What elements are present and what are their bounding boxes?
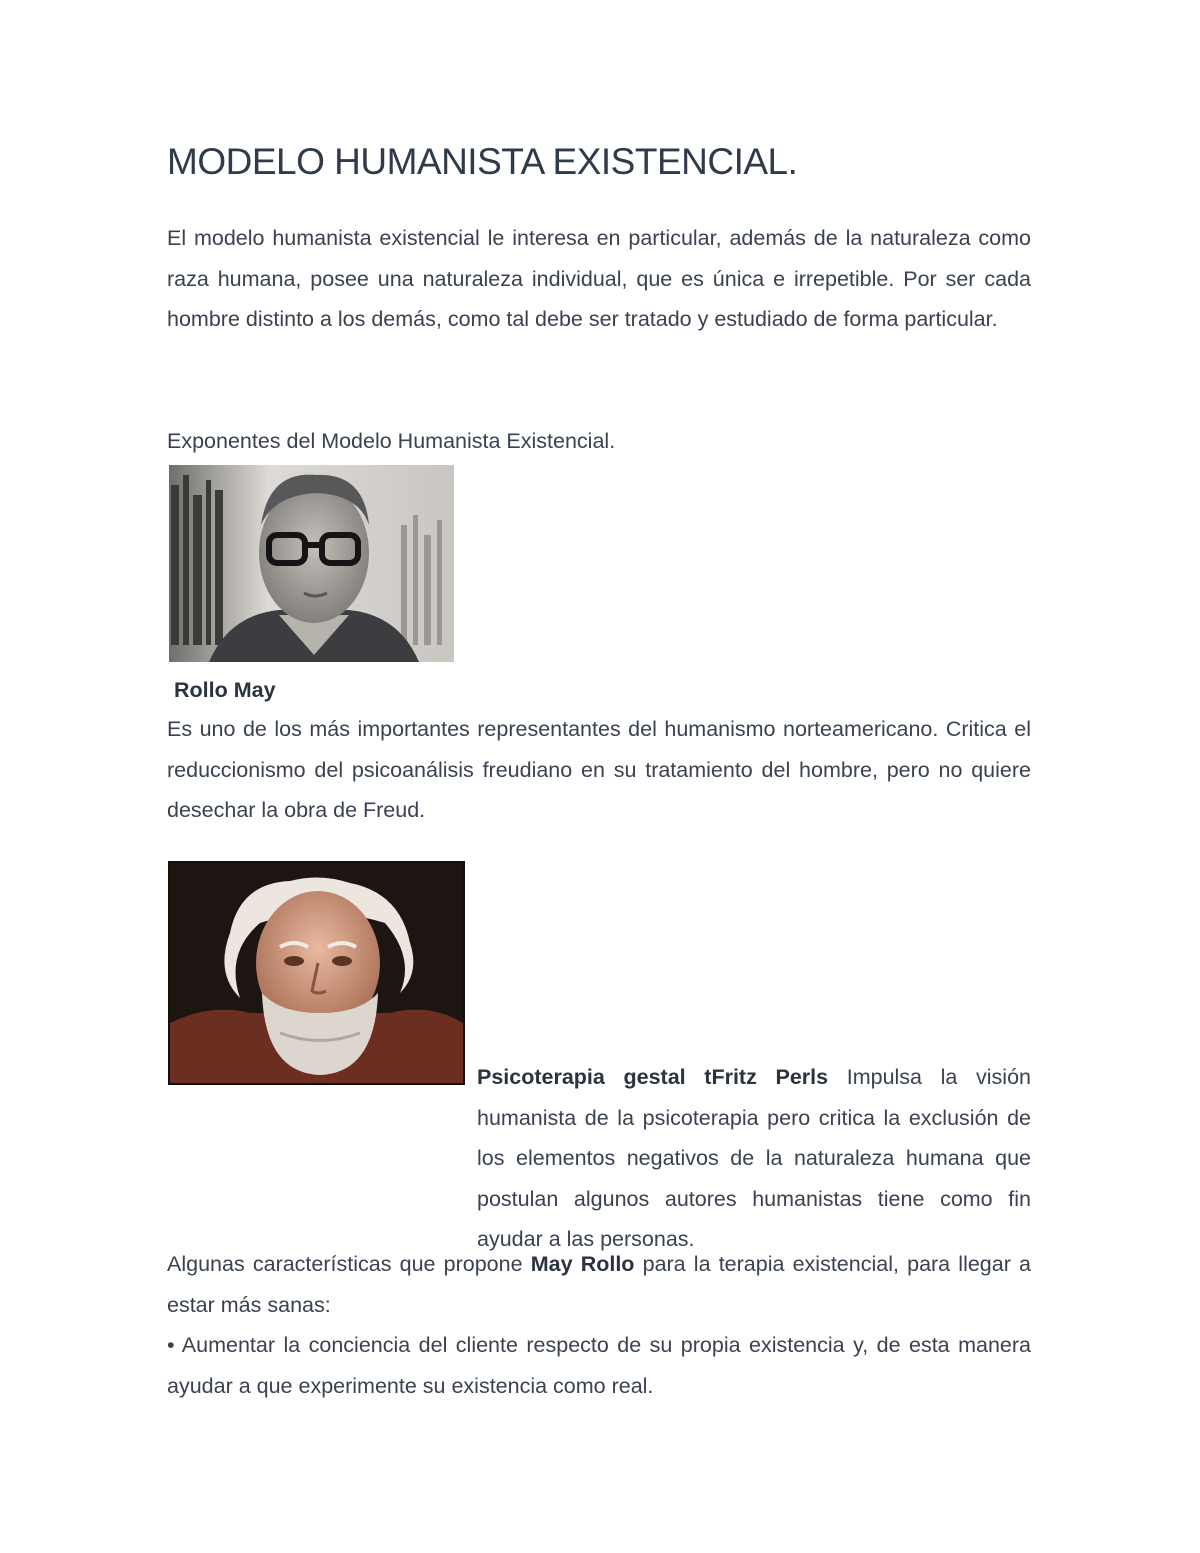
fritz-perls-photo [168,861,465,1085]
document-title: MODELO HUMANISTA EXISTENCIAL. [167,141,798,182]
fritz-perls-description: Impulsa la visión humanista de la psicoterapia pero critica la exclusión de los elementos negativos de la naturaleza humana que postulan algunos autores humanistas tiene como fin ayudar a las personas. [477,1065,1031,1251]
rollo-may-name: Rollo May [174,678,276,702]
rollo-may-photo [169,465,454,662]
characteristics-bullet: • Aumentar la conciencia del cliente respecto de su propia existencia y, de esta manera ayudar a que experimente su existencia como real. [167,1333,1031,1398]
characteristics-paragraph [167,1244,1031,1406]
characteristics-rest: para la terapia existencial, para llegar a estar más sanas: [167,1252,1032,1317]
characteristics-lead: Algunas características que propone [167,1252,531,1276]
characteristics-author: May Rollo [530,1252,635,1276]
exponents-heading: Exponentes del Modelo Humanista Existencial. [167,429,616,453]
intro-paragraph: El modelo humanista existencial le interesa en particular, además de la naturaleza como raza humana, posee una naturaleza individual, que es única e irrepetible. Por ser cada hombre distinto a los demás, como tal debe ser tratado y estudiado de forma particular. [167,226,1031,331]
fritz-perls-paragraph [167,1057,1031,1260]
rollo-may-description: Es uno de los más importantes representantes del humanismo norteamericano. Critica el reduccionismo del psicoanálisis freudiano en su tratamiento del hombre, pero no quiere desechar la obra de Freud. [167,717,1031,822]
fritz-perls-name: Psicoterapia gestal tFritz Perls [477,1065,829,1089]
